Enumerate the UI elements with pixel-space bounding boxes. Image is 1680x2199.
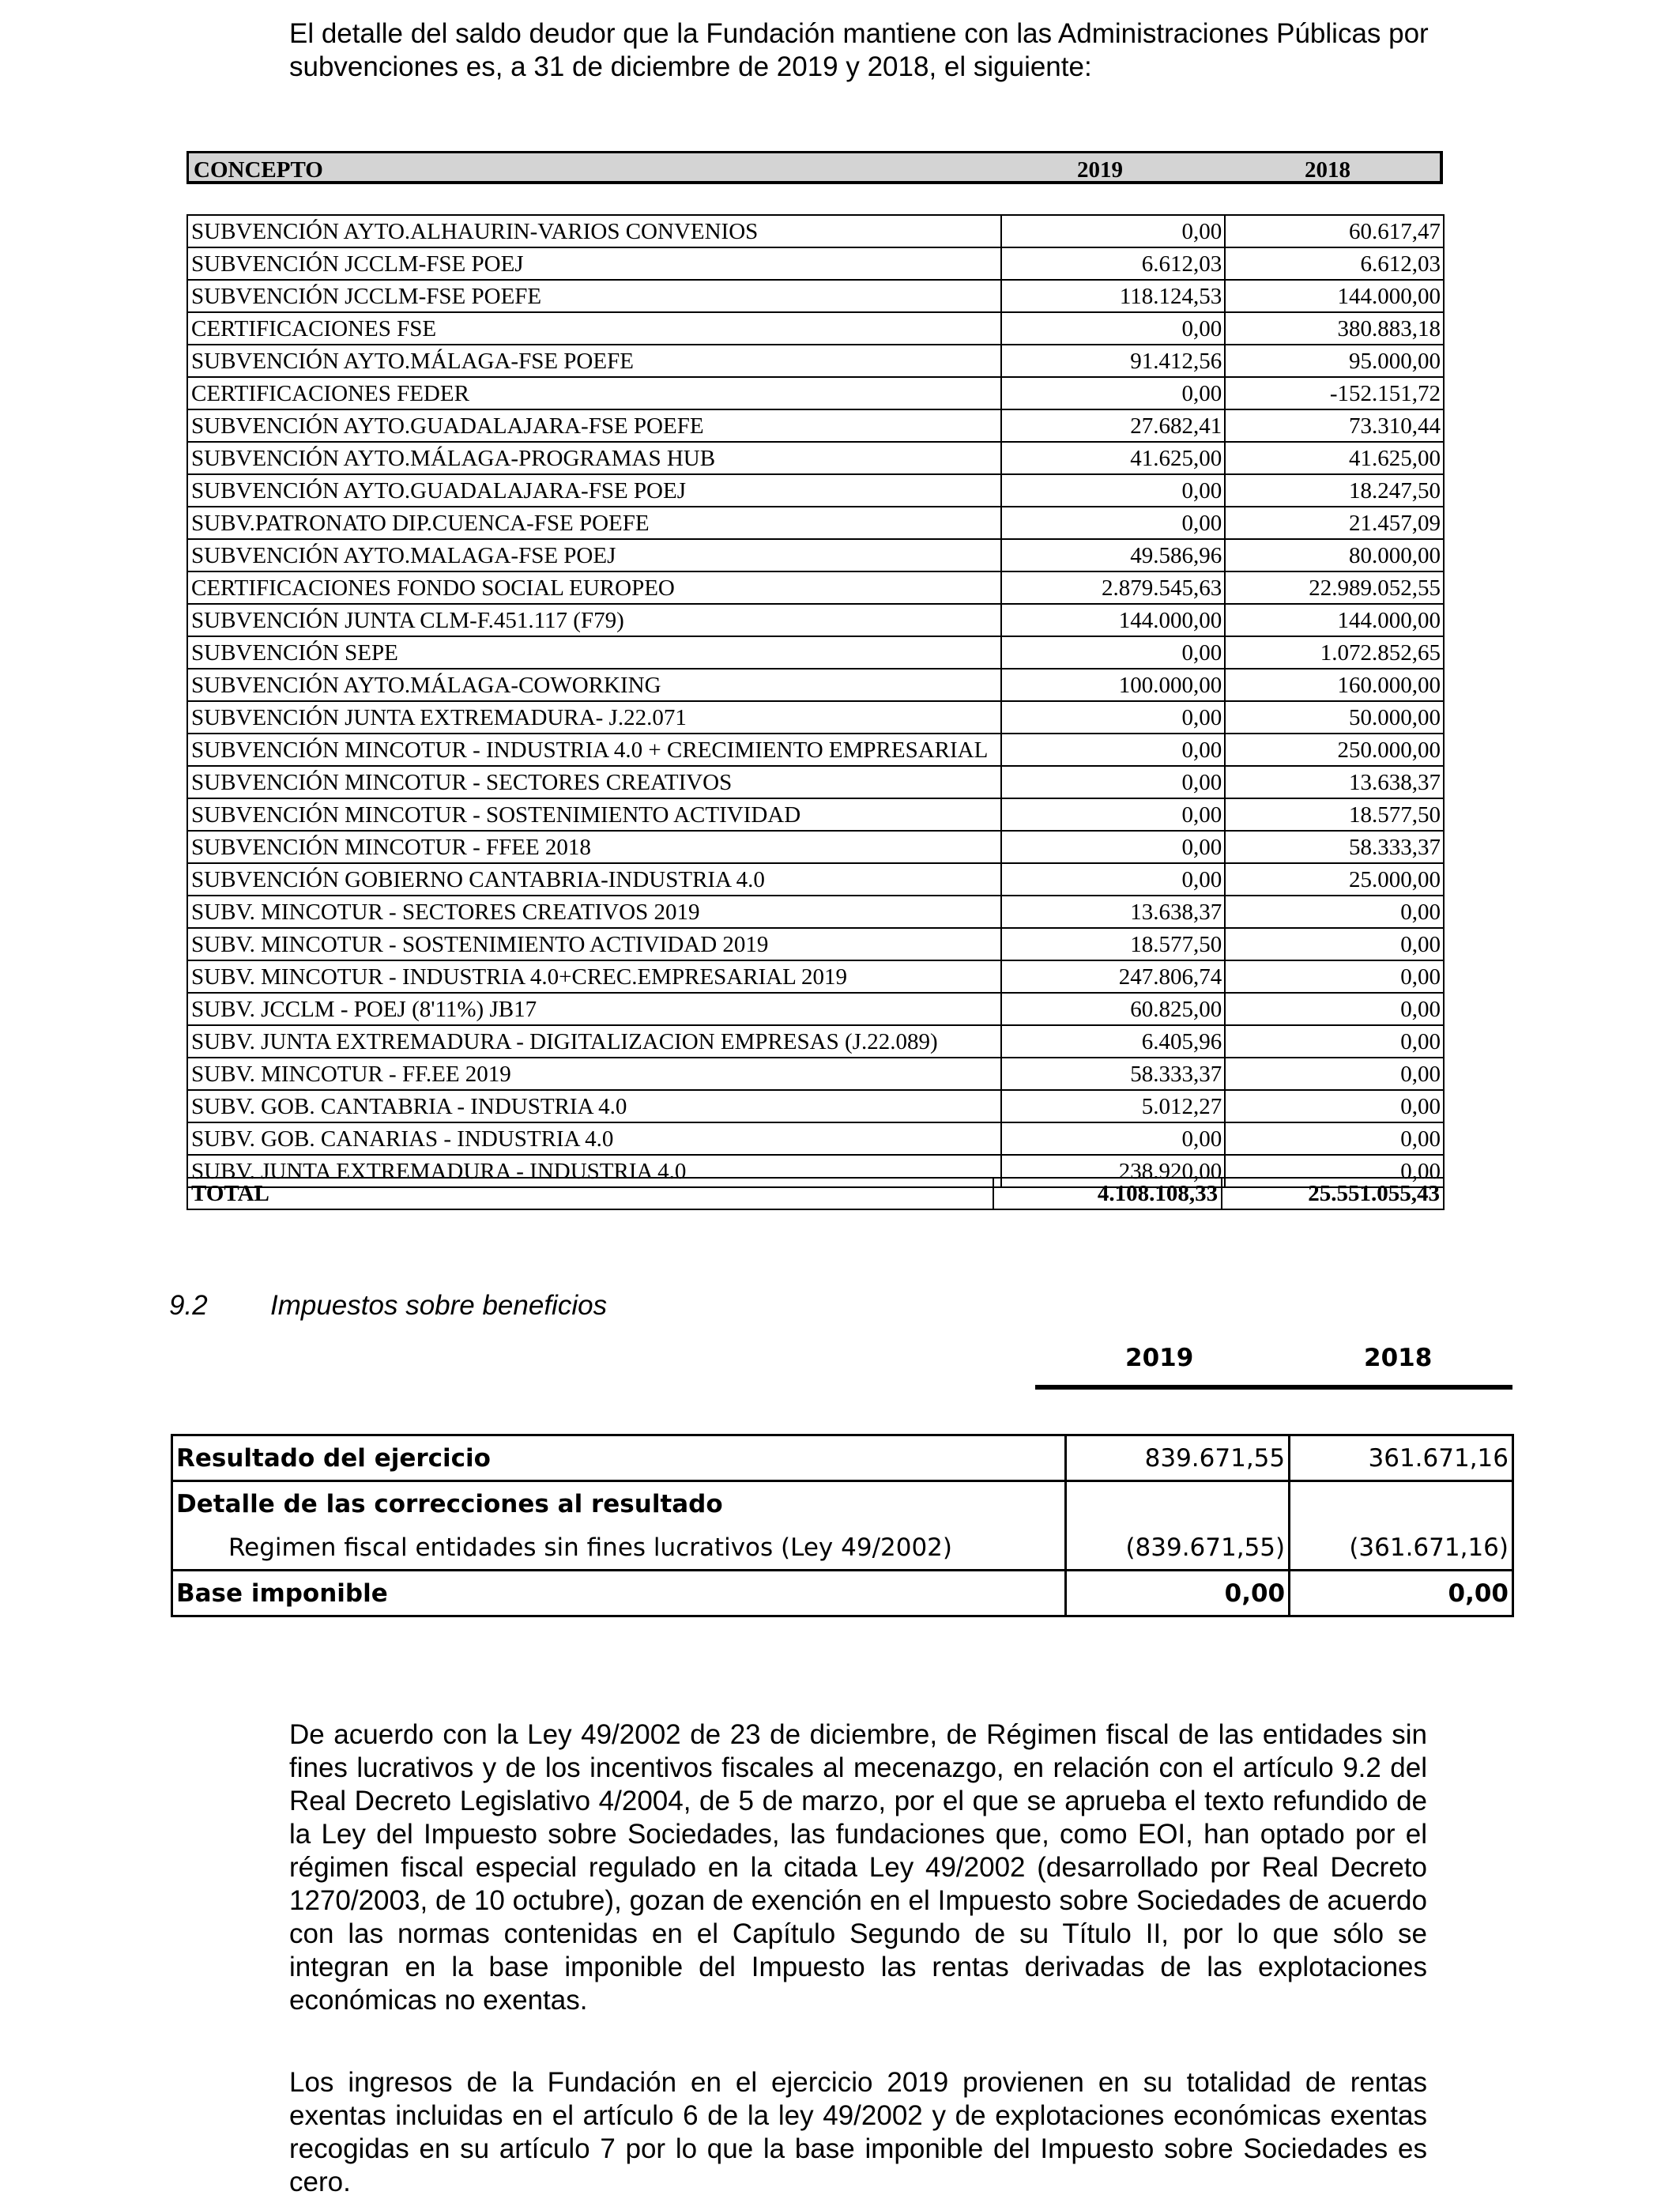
row-concepto: SUBVENCIÓN AYTO.GUADALAJARA-FSE POEFE — [187, 409, 1001, 442]
row-concepto: SUBVENCIÓN MINCOTUR - SOSTENIMIENTO ACTIVIDAD — [187, 798, 1001, 831]
table-row — [187, 734, 1444, 766]
row-2019: 100.000,00 — [1001, 669, 1226, 701]
row-2018: 58.333,37 — [1225, 831, 1444, 863]
table1-header-concepto: CONCEPTO — [194, 157, 323, 183]
table2-header-rule — [1035, 1385, 1512, 1390]
table1-header-2019: 2019 — [1077, 157, 1123, 183]
row-2018: 50.000,00 — [1225, 701, 1444, 734]
row-concepto: SUBVENCIÓN JCCLM-FSE POEJ — [187, 247, 1001, 280]
row-2019: 6.405,96 — [1001, 1025, 1226, 1058]
row-concepto: SUBVENCIÓN JCCLM-FSE POEFE — [187, 280, 1001, 312]
row-2019: 13.638,37 — [1001, 896, 1226, 928]
row-2018: 1.072.852,65 — [1225, 636, 1444, 669]
row-2018: 41.625,00 — [1225, 442, 1444, 474]
row-2018: 25.000,00 — [1225, 863, 1444, 896]
row-2019: 144.000,00 — [1001, 604, 1226, 636]
row-concepto: CERTIFICACIONES FEDER — [187, 377, 1001, 409]
table-row — [187, 345, 1444, 377]
table-row — [187, 669, 1444, 701]
intro-text: El detalle del saldo deudor que la Fundación mantiene con las Administraciones Públicas por subvenciones es, a 31 de diciembre de 2019 y 2018, el siguiente: — [289, 18, 1429, 82]
row-concepto: SUBVENCIÓN AYTO.MÁLAGA-FSE POEFE — [187, 345, 1001, 377]
total-row — [187, 1178, 1444, 1209]
row-concepto: SUBV. GOB. CANARIAS - INDUSTRIA 4.0 — [187, 1122, 1001, 1155]
paragraph-ley-49-2002: De acuerdo con la Ley 49/2002 de 23 de diciembre, de Régimen fiscal de las entidades sin fines lucrativos y de los incentivos fiscales al mecenazgo, en relación con el artículo 9.2 del Real Decreto Legislativo 4/2004, de 5 de marzo, por el que se aprueba el texto refundido de la Ley del Impuesto sobre Sociedades, las fundaciones que, como EOI, han optado por el régimen fiscal especial regulado en la citada Ley 49/2002 (desarrollado por Real Decreto 1270/2003, de 10 octubre), gozan de exención en el Impuesto sobre Sociedades de acuerdo con las normas contenidas en el Capítulo Segundo de su Título II, por lo que sólo se integran en la base imponible del Impuesto las rentas derivadas de las explotaciones económicas no exentas. — [289, 1719, 1427, 2016]
resultado-2018: 361.671,16 — [1290, 1435, 1513, 1481]
row-2018: 0,00 — [1225, 1025, 1444, 1058]
table-row — [187, 312, 1444, 345]
total-2019: 4.108.108,33 — [993, 1178, 1222, 1209]
table-row — [187, 215, 1444, 247]
row-concepto: SUBVENCIÓN AYTO.MÁLAGA-PROGRAMAS HUB — [187, 442, 1001, 474]
row-2018: 0,00 — [1225, 928, 1444, 960]
row-concepto: SUBVENCIÓN MINCOTUR - FFEE 2018 — [187, 831, 1001, 863]
regimen-2018: (361.671,16) — [1290, 1526, 1513, 1571]
total-2018: 25.551.055,43 — [1222, 1178, 1444, 1209]
row-2018: 250.000,00 — [1225, 734, 1444, 766]
table-row — [187, 960, 1444, 993]
row-concepto: SUBV. GOB. CANTABRIA - INDUSTRIA 4.0 — [187, 1090, 1001, 1122]
regimen-2019: (839.671,55) — [1066, 1526, 1290, 1571]
row-2018: 0,00 — [1225, 1122, 1444, 1155]
table-row — [187, 1058, 1444, 1090]
table1-header — [186, 151, 1443, 184]
table-row — [187, 993, 1444, 1025]
table-row — [187, 571, 1444, 604]
row-2019: 0,00 — [1001, 377, 1226, 409]
row-2019: 58.333,37 — [1001, 1058, 1226, 1090]
table1-header-2018: 2018 — [1305, 157, 1350, 183]
section-title: Impuestos sobre beneficios — [270, 1290, 608, 1321]
row-concepto: SUBV. JUNTA EXTREMADURA - DIGITALIZACION EMPRESAS (J.22.089) — [187, 1025, 1001, 1058]
row-2018: 0,00 — [1225, 993, 1444, 1025]
row-2019: 238.920,00 — [1001, 1155, 1226, 1187]
base-2018: 0,00 — [1290, 1571, 1513, 1616]
row-concepto: SUBVENCIÓN AYTO.GUADALAJARA-FSE POEJ — [187, 474, 1001, 507]
row-2018: 18.577,50 — [1225, 798, 1444, 831]
table-row — [187, 604, 1444, 636]
impuestos-table — [171, 1434, 1514, 1617]
table-row — [187, 1122, 1444, 1155]
table-row — [187, 1025, 1444, 1058]
table2-row-regimen — [172, 1526, 1513, 1571]
base-label: Base imponible — [172, 1571, 1066, 1616]
row-2018: 0,00 — [1225, 1155, 1444, 1187]
row-concepto: SUBV.PATRONATO DIP.CUENCA-FSE POEFE — [187, 507, 1001, 539]
row-2019: 0,00 — [1001, 798, 1226, 831]
paragraph-ingresos: Los ingresos de la Fundación en el ejercicio 2019 provienen en su totalidad de rentas exentas incluidas en el artículo 6 de la ley 49/2002 y de explotaciones económicas exentas recogidas en su artículo 7 por lo que la base imponible del Impuesto sobre Sociedades es cero. — [289, 2067, 1427, 2197]
row-2018: 22.989.052,55 — [1225, 571, 1444, 604]
row-2018: 0,00 — [1225, 896, 1444, 928]
row-2018: 18.247,50 — [1225, 474, 1444, 507]
row-2018: 95.000,00 — [1225, 345, 1444, 377]
row-2018: 13.638,37 — [1225, 766, 1444, 798]
table-row — [187, 863, 1444, 896]
row-concepto: SUBVENCIÓN JUNTA EXTREMADURA- J.22.071 — [187, 701, 1001, 734]
subvenciones-total-table — [186, 1177, 1445, 1210]
row-concepto: SUBV. MINCOTUR - SOSTENIMIENTO ACTIVIDAD 2019 — [187, 928, 1001, 960]
row-2019: 0,00 — [1001, 734, 1226, 766]
table-row — [187, 247, 1444, 280]
section-number: 9.2 — [169, 1290, 208, 1321]
row-2018: 144.000,00 — [1225, 604, 1444, 636]
row-2018: 380.883,18 — [1225, 312, 1444, 345]
row-2019: 41.625,00 — [1001, 442, 1226, 474]
row-concepto: SUBVENCIÓN GOBIERNO CANTABRIA-INDUSTRIA 4.0 — [187, 863, 1001, 896]
table2-row-resultado — [172, 1435, 1513, 1481]
table-row — [187, 701, 1444, 734]
row-concepto: SUBVENCIÓN JUNTA CLM-F.451.117 (F79) — [187, 604, 1001, 636]
row-concepto: SUBVENCIÓN AYTO.MALAGA-FSE POEJ — [187, 539, 1001, 571]
resultado-label: Resultado del ejercicio — [172, 1435, 1066, 1481]
table-row — [187, 409, 1444, 442]
row-2019: 0,00 — [1001, 863, 1226, 896]
table-row — [187, 831, 1444, 863]
row-2018: 80.000,00 — [1225, 539, 1444, 571]
row-concepto: SUBV. MINCOTUR - INDUSTRIA 4.0+CREC.EMPRESARIAL 2019 — [187, 960, 1001, 993]
row-2019: 0,00 — [1001, 507, 1226, 539]
detalle-2018 — [1290, 1481, 1513, 1526]
row-2019: 0,00 — [1001, 1122, 1226, 1155]
table2-row-base — [172, 1571, 1513, 1616]
row-2018: 6.612,03 — [1225, 247, 1444, 280]
total-label: TOTAL — [187, 1178, 993, 1209]
table-row — [187, 798, 1444, 831]
table-row — [187, 507, 1444, 539]
row-2018: -152.151,72 — [1225, 377, 1444, 409]
row-concepto: SUBVENCIÓN MINCOTUR - SECTORES CREATIVOS — [187, 766, 1001, 798]
row-2018: 21.457,09 — [1225, 507, 1444, 539]
row-2019: 5.012,27 — [1001, 1090, 1226, 1122]
row-2018: 0,00 — [1225, 1058, 1444, 1090]
row-concepto: CERTIFICACIONES FONDO SOCIAL EUROPEO — [187, 571, 1001, 604]
row-2018: 60.617,47 — [1225, 215, 1444, 247]
subvenciones-table — [186, 214, 1445, 1188]
table-row — [187, 539, 1444, 571]
row-concepto: SUBV. MINCOTUR - FF.EE 2019 — [187, 1058, 1001, 1090]
base-2019: 0,00 — [1066, 1571, 1290, 1616]
row-2019: 2.879.545,63 — [1001, 571, 1226, 604]
row-2018: 73.310,44 — [1225, 409, 1444, 442]
row-2019: 0,00 — [1001, 215, 1226, 247]
regimen-label: Regimen fiscal entidades sin fines lucrativos (Ley 49/2002) — [172, 1526, 1066, 1571]
row-2018: 0,00 — [1225, 960, 1444, 993]
row-2018: 144.000,00 — [1225, 280, 1444, 312]
row-2018: 0,00 — [1225, 1090, 1444, 1122]
row-2019: 0,00 — [1001, 701, 1226, 734]
resultado-2019: 839.671,55 — [1066, 1435, 1290, 1481]
row-2019: 0,00 — [1001, 766, 1226, 798]
row-2019: 0,00 — [1001, 312, 1226, 345]
row-concepto: SUBVENCIÓN AYTO.ALHAURIN-VARIOS CONVENIOS — [187, 215, 1001, 247]
row-2019: 247.806,74 — [1001, 960, 1226, 993]
row-2019: 6.612,03 — [1001, 247, 1226, 280]
row-2019: 91.412,56 — [1001, 345, 1226, 377]
table-row — [187, 928, 1444, 960]
row-concepto: SUBVENCIÓN MINCOTUR - INDUSTRIA 4.0 + CRECIMIENTO EMPRESARIAL — [187, 734, 1001, 766]
row-2019: 0,00 — [1001, 831, 1226, 863]
row-2019: 0,00 — [1001, 636, 1226, 669]
table-row — [187, 442, 1444, 474]
detalle-label: Detalle de las correcciones al resultado — [172, 1481, 1066, 1526]
row-2019: 49.586,96 — [1001, 539, 1226, 571]
table-row — [187, 1090, 1444, 1122]
row-2019: 27.682,41 — [1001, 409, 1226, 442]
row-2019: 18.577,50 — [1001, 928, 1226, 960]
row-concepto: CERTIFICACIONES FSE — [187, 312, 1001, 345]
table2-year-2018: 2018 — [1364, 1344, 1433, 1372]
table-row — [187, 766, 1444, 798]
table-row — [187, 280, 1444, 312]
table-row — [187, 474, 1444, 507]
row-concepto: SUBV. JUNTA EXTREMADURA - INDUSTRIA 4.0 — [187, 1155, 1001, 1187]
row-concepto: SUBV. MINCOTUR - SECTORES CREATIVOS 2019 — [187, 896, 1001, 928]
detalle-2019 — [1066, 1481, 1290, 1526]
row-concepto: SUBVENCIÓN SEPE — [187, 636, 1001, 669]
row-2018: 160.000,00 — [1225, 669, 1444, 701]
table2-year-2019: 2019 — [1125, 1344, 1194, 1372]
row-concepto: SUBVENCIÓN AYTO.MÁLAGA-COWORKING — [187, 669, 1001, 701]
table-row — [187, 377, 1444, 409]
row-concepto: SUBV. JCCLM - POEJ (8'11%) JB17 — [187, 993, 1001, 1025]
row-2019: 60.825,00 — [1001, 993, 1226, 1025]
table-row — [187, 636, 1444, 669]
table2-row-detalle — [172, 1481, 1513, 1526]
row-2019: 118.124,53 — [1001, 280, 1226, 312]
row-2019: 0,00 — [1001, 474, 1226, 507]
table-row — [187, 896, 1444, 928]
